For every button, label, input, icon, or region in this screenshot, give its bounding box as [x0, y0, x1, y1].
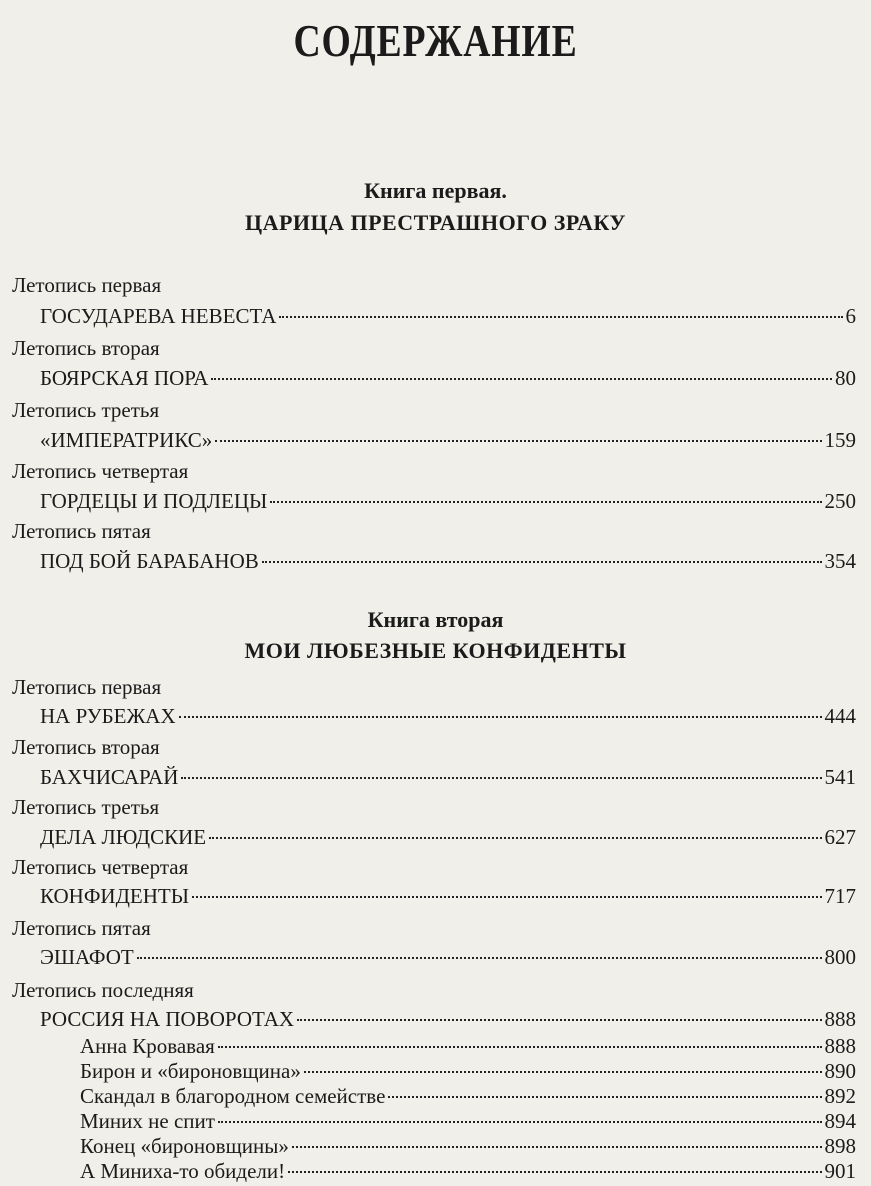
toc-entry[interactable] [0, 546, 871, 576]
entry-page: 898 [824, 1134, 856, 1158]
entry-page: 892 [824, 1084, 856, 1108]
toc-entry[interactable] [0, 425, 871, 455]
toc-entry[interactable] [0, 1004, 871, 1034]
toc-entry[interactable] [0, 762, 871, 792]
book1-label: Книга первая. [364, 178, 507, 203]
toc-entry[interactable] [0, 701, 871, 731]
entry-title: ПОД БОЙ БАРАБАНОВ [40, 549, 259, 573]
chronicle-heading: Летопись третья [12, 795, 160, 819]
entry-page: 901 [824, 1159, 856, 1183]
entry-title: КОНФИДЕНТЫ [40, 884, 190, 908]
entry-title: Конец «бироновщины» [80, 1134, 289, 1158]
chronicle-heading: Летопись третья [12, 398, 160, 422]
entry-page: 6 [845, 304, 856, 328]
entry-page: 888 [824, 1034, 856, 1058]
toc-entry[interactable] [0, 942, 871, 972]
book2-title: МОИ ЛЮБЕЗНЫЕ КОНФИДЕНТЫ [244, 638, 627, 663]
entry-title: ДЕЛА ЛЮДСКИЕ [40, 825, 207, 849]
chronicle-heading: Летопись первая [12, 273, 162, 297]
entry-page: 888 [824, 1007, 856, 1031]
entry-page: 541 [824, 765, 856, 789]
chronicle-heading: Летопись вторая [12, 735, 160, 759]
entry-page: 894 [824, 1109, 856, 1133]
entry-title: Скандал в благородном семействе [80, 1084, 386, 1108]
entry-title: «ИМПЕРАТРИКС» [40, 428, 213, 452]
entry-page: 250 [824, 489, 856, 513]
chronicle-heading: Летопись пятая [12, 916, 151, 940]
chronicle-heading: Летопись вторая [12, 336, 160, 360]
entry-title: А Миниха-то обидели! [80, 1159, 286, 1183]
book2-label: Книга вторая [367, 607, 504, 632]
entry-title: РОССИЯ НА ПОВОРОТАХ [40, 1007, 295, 1031]
entry-title: БАХЧИСАРАЙ [40, 765, 179, 789]
book1-title: ЦАРИЦА ПРЕСТРАШНОГО ЗРАКУ [244, 210, 627, 235]
entry-title: НА РУБЕЖАХ [40, 704, 176, 728]
entry-page: 800 [824, 945, 856, 969]
toc-entry[interactable] [0, 486, 871, 516]
entry-title: ЭШАФОТ [40, 945, 134, 969]
chronicle-heading: Летопись четвертая [12, 855, 189, 879]
toc-entry[interactable] [0, 881, 871, 911]
page-title: СОДЕРЖАНИЕ [293, 15, 578, 66]
toc-subentry[interactable] [0, 1156, 871, 1186]
chronicle-heading: Летопись четвертая [12, 459, 189, 483]
toc-entry[interactable] [0, 363, 871, 393]
entry-page: 80 [835, 366, 856, 390]
toc-entry[interactable] [0, 301, 871, 331]
chronicle-heading: Летопись последняя [12, 978, 194, 1002]
entry-title: Анна Кровавая [80, 1034, 215, 1058]
entry-page: 354 [824, 549, 856, 573]
entry-title: БОЯРСКАЯ ПОРА [40, 366, 209, 390]
entry-page: 890 [824, 1059, 856, 1083]
entry-page: 444 [824, 704, 856, 728]
entry-title: Бирон и «бироновщина» [80, 1059, 301, 1083]
chronicle-heading: Летопись пятая [12, 519, 151, 543]
entry-page: 159 [824, 428, 856, 452]
entry-title: ГОСУДАРЕВА НЕВЕСТА [40, 304, 277, 328]
entry-page: 627 [824, 825, 856, 849]
toc-entry[interactable] [0, 822, 871, 852]
entry-title: Миних не спит [80, 1109, 215, 1133]
chronicle-heading: Летопись первая [12, 675, 162, 699]
entry-title: ГОРДЕЦЫ И ПОДЛЕЦЫ [40, 489, 268, 513]
entry-page: 717 [824, 884, 856, 908]
